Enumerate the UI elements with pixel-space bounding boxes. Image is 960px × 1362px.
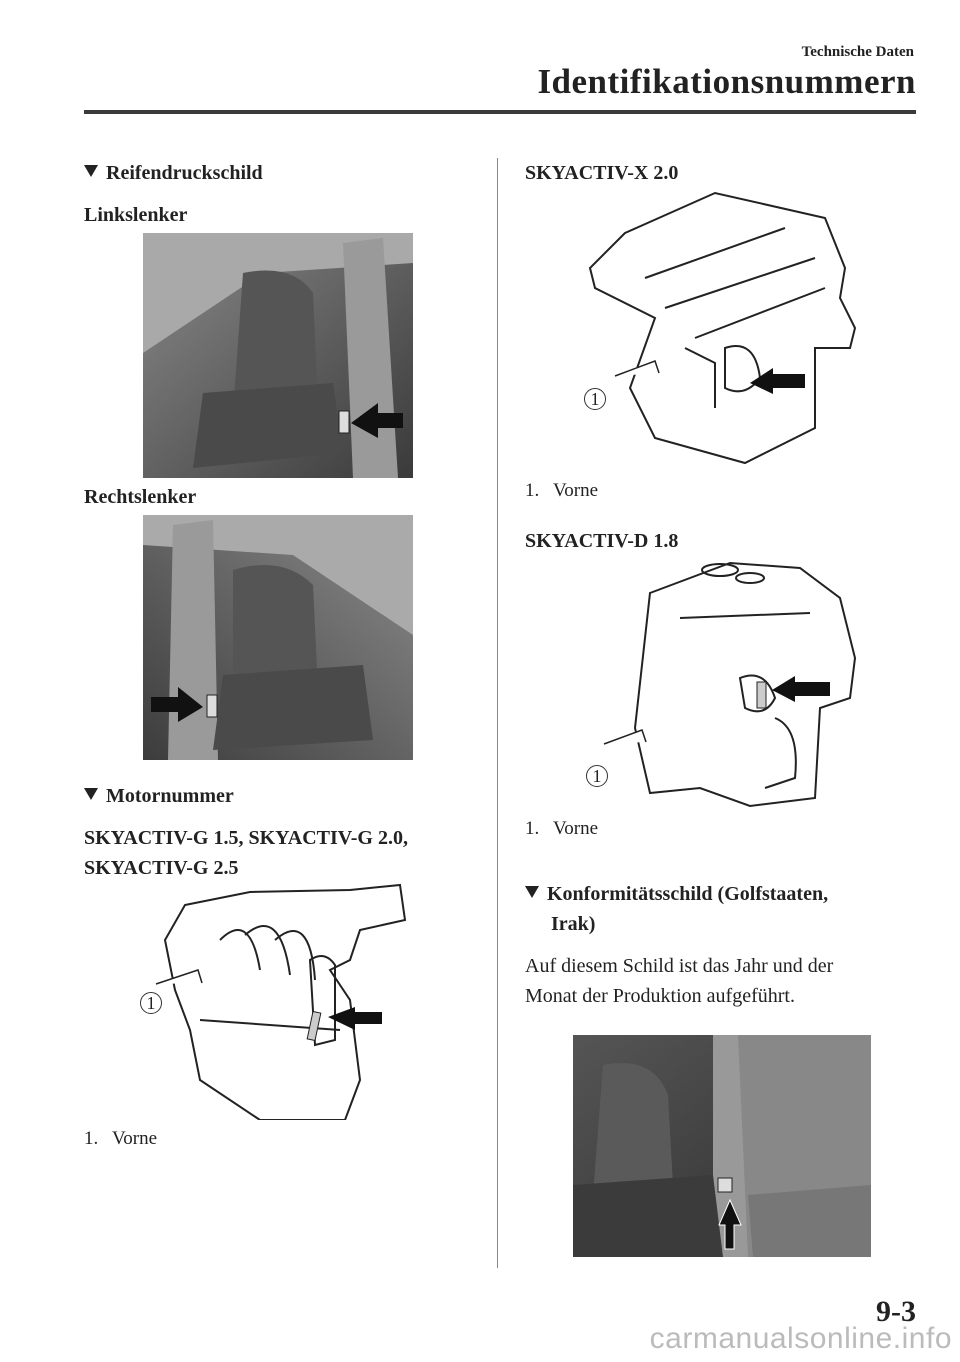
- triangle-bullet-icon: [84, 788, 98, 800]
- conformity-heading-line1: Konformitätsschild (Golfstaaten,: [525, 883, 828, 906]
- engine-d-label: SKYACTIV-D 1.8: [525, 530, 679, 552]
- callout-1-engine-x: 1: [584, 388, 606, 410]
- conformity-text-line2: Monat der Produktion aufgeführt.: [525, 985, 795, 1007]
- photo-conformity-label: [573, 1035, 871, 1257]
- page-title: Identifikationsnummern: [537, 62, 916, 101]
- engine-d-drawing: [590, 558, 860, 808]
- legend-item-front-engine-x: 1. Vorne: [525, 480, 599, 501]
- watermark: carmanualsonline.info: [649, 1322, 952, 1355]
- lhd-label: Linkslenker: [84, 204, 188, 226]
- photo-rhd-door: [143, 515, 413, 760]
- tire-label-heading: Reifendruckschild: [84, 162, 263, 185]
- engine-x-label: SKYACTIV-X 2.0: [525, 162, 679, 184]
- triangle-bullet-icon: [525, 886, 539, 898]
- section-title: Technische Daten: [801, 44, 914, 60]
- engine-g-drawing: [150, 880, 415, 1120]
- engine-g-label-line2: SKYACTIV-G 2.5: [84, 857, 239, 879]
- engine-x-drawing: [585, 188, 860, 468]
- engine-number-heading: Motornummer: [84, 785, 234, 808]
- engine-g-label-line1: SKYACTIV-G 1.5, SKYACTIV-G 2.0,: [84, 827, 408, 849]
- conformity-heading-line2: Irak): [551, 913, 596, 935]
- callout-1: 1: [140, 992, 162, 1014]
- legend-item-front-engine-d: 1. Vorne: [525, 818, 599, 839]
- page-number: 9-3: [876, 1295, 916, 1328]
- triangle-bullet-icon: [84, 165, 98, 177]
- photo-lhd-door: [143, 233, 413, 478]
- header-rule: [84, 110, 916, 114]
- legend-item-front: 1. Vorne: [84, 1128, 158, 1149]
- column-divider: [497, 158, 498, 1268]
- rhd-label: Rechtslenker: [84, 486, 197, 508]
- conformity-text-line1: Auf diesem Schild ist das Jahr und der: [525, 955, 834, 977]
- callout-1-engine-d: 1: [586, 765, 608, 787]
